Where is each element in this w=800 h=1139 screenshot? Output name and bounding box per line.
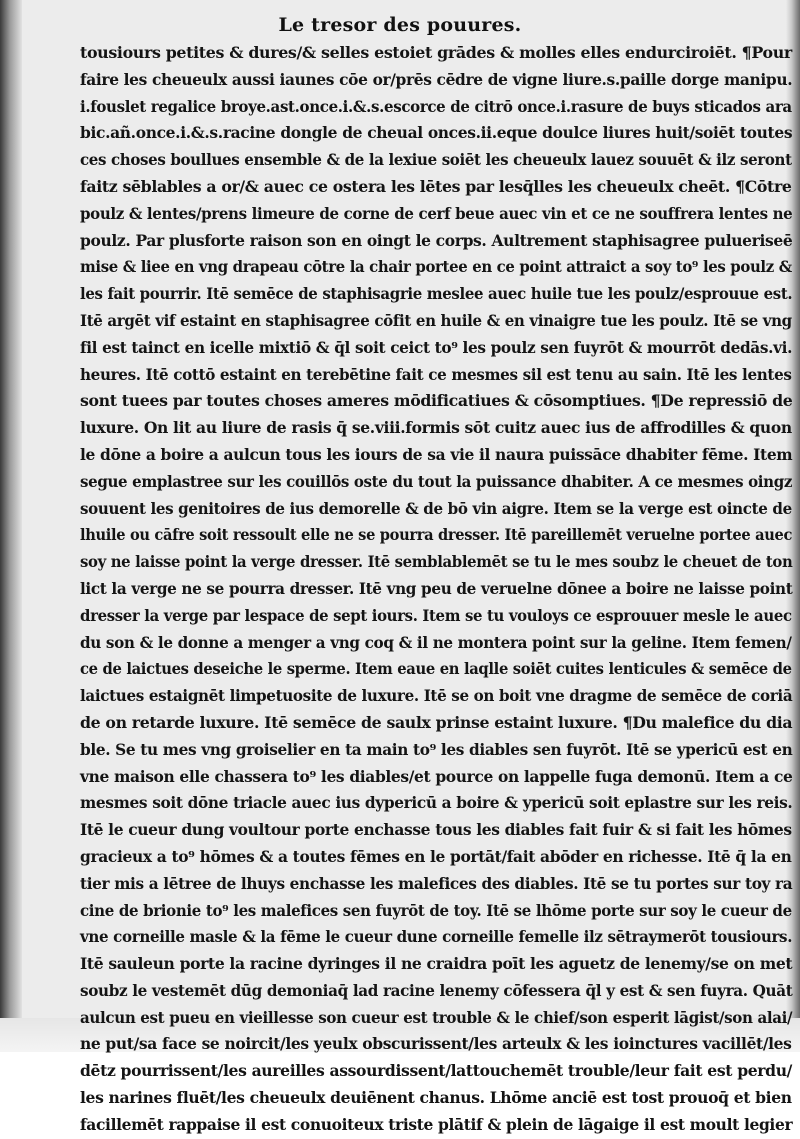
- text-line: de on retarde luxure. Itē semēce de saulx prinse estaint luxure. ¶Du malefice du dia: [80, 713, 793, 732]
- text-line: tier mis a lētree de lhuys enchasse les malefices des diables. Itē se tu portes sur toy ra: [80, 874, 793, 893]
- text-line: i.fouslet regalice broye.ast.once.i.&.s.escorce de citrō once.i.rasure de buys sticados ara: [80, 97, 792, 116]
- text-line: dētz pourrissent/les aureilles assourdissent/lattouchemēt trouble/leur fait est perdu/: [80, 1062, 793, 1081]
- text-line: laictues estaignēt limpetuosite de luxure. Itē se on boit vne dragme de semēce de coriā: [80, 687, 793, 706]
- text-line: gracieux a to⁹ hōmes & a toutes fēmes en le portāt/fait abōder en richesse. Itē q̄ la en: [80, 847, 792, 866]
- page-left-shadow: [0, 0, 22, 1052]
- text-line: aulcun est pueu en vieillesse son cueur est trouble & le chief/son esperit lāgist/son alai/: [80, 1008, 793, 1027]
- text-line: les fait pourrir. Itē semēce de staphisagrie meslee auec huile tue les poulz/esprouue est.: [80, 285, 793, 304]
- body-text-block: [80, 40, 792, 1139]
- text-line: segue emplastree sur les couillōs oste du tout la puissance dhabiter. A ce mesmes oingz: [80, 472, 793, 491]
- text-line: ne put/sa face se noircit/les yeulx obscurissent/les arteulx & les ioinctures vacillēt/les: [80, 1035, 792, 1054]
- text-line: poulz & lentes/prens limeure de corne de cerf beue auec vin et ce ne souffrera lentes ne: [80, 204, 793, 223]
- running-head: Le tresor des pouures.: [278, 14, 522, 36]
- text-line: dresser la verge par lespace de sept iours. Item se tu vouloys ce esprouuer mesle le auec: [80, 606, 792, 625]
- text-line: lict la verge ne se pourra dresser. Itē vng peu de veruelne dōnee a boire ne laisse point: [80, 579, 793, 598]
- text-line: lhuile ou cāfre soit ressoult elle ne se pourra dresser. Itē pareillemēt veruelne portee auec: [80, 526, 793, 545]
- text-line: ces choses boullues ensemble & de la lexiue soiēt les cheueulx lauez souuēt & ilz seront: [80, 151, 792, 170]
- text-line: Itē le cueur dung voultour porte enchasse tous les diables fait fuir & si fait les hōmes: [80, 821, 792, 840]
- text-line: ble. Se tu mes vng groiselier en ta main to⁹ les diables sen fuyrōt. Itē se ypericū est en: [80, 740, 793, 759]
- text-line: facillemēt rappaise il est conuoiteux triste plātif & plein de lāgaige il est moult legier: [80, 1115, 793, 1134]
- text-line: bic.añ.once.i.&.s.racine dongle de cheual onces.ii.eque doulce liures huit/soiēt toutes: [80, 124, 793, 143]
- text-line: Itē sauleun porte la racine dyringes il ne craidra poīt les aguetz de lenemy/se on met: [80, 955, 793, 974]
- text-line: poulz. Par plusforte raison son en oingt le corps. Aultrement staphisagree pulueriseē: [80, 231, 793, 250]
- text-line: vne corneille masle & la fēme le cueur dune corneille femelle ilz sētraymerōt tousiours.: [80, 928, 793, 947]
- text-line: le dōne a boire a aulcun tous les iours de sa vie il naura puissāce dhabiter fēme. Item: [80, 445, 793, 464]
- text-line: sont tuees par toutes choses ameres mōdificatiues & cōsomptiues. ¶De repressiō de: [80, 392, 793, 411]
- text-line: mesmes soit dōne triacle auec ius dypericū a boire & ypericū soit eplastre sur les reis.: [80, 794, 793, 813]
- text-line: heures. Itē cottō estaint en terebētine fait ce mesmes sil est tenu au sain. Itē les lentes: [80, 365, 792, 384]
- text-line: ce de laictues deseiche le sperme. Item eaue en laqlle soiēt cuites lenticules & semēce de: [80, 660, 792, 679]
- text-line: soubz le vestemēt dūg demoniaq̄ lad racine lenemy cōfessera q̄l y est & sen fuyra. Quāt: [80, 981, 793, 1000]
- text-line: les narines fluēt/les cheueulx deuiēnent chanus. Lhōme anciē est tost prouoq̄ et bien: [80, 1089, 792, 1108]
- text-line: Itē argēt vif estaint en staphisagree cōfit en huile & en vinaigre tue les poulz. Itē se vng: [80, 311, 792, 330]
- text-line: luxure. On lit au liure de rasis q̄ se.viii.formis sōt cuitz auec ius de affrodilles & quon: [80, 419, 792, 438]
- text-line: faitz sēblables a or/& auec ce ostera les lētes par lesq̄lles les cheueulx cheēt. ¶Cōtre: [80, 177, 792, 196]
- text-line: cine de brionie to⁹ les malefices sen fuyrōt de toy. Itē se lhōme porte sur soy le cueur de: [80, 901, 792, 920]
- text-line: souuent les genitoires de ius demorelle & de bō vin aigre. Item se la verge est oincte de: [80, 499, 792, 518]
- text-line: du son & le donne a menger a vng coq & il ne montera point sur la geline. Item femen/: [80, 633, 792, 652]
- text-line: mise & liee en vng drapeau cōtre la chair portee en ce point attraict a soy to⁹ les poulz &: [80, 258, 792, 277]
- text-line: fil est tainct en icelle mixtiō & q̄l soit ceict to⁹ les poulz sen fuyrōt & mourrōt dedās.vi.: [80, 338, 793, 357]
- text-line: soy ne laisse point la verge dresser. Itē semblablemēt se tu le mes soubz le cheuet de ton: [80, 553, 793, 572]
- text-line: tousiours petites & dures/& selles estoiet grādes & molles elles endurciroiēt. ¶Pour: [80, 44, 792, 62]
- text-line: faire les cheueulx aussi iaunes cōe or/prēs cēdre de vigne liure.s.paille dorge manipu.: [80, 70, 793, 89]
- text-line: vne maison elle chassera to⁹ les diables/et pource on lappelle fuga demonū. Item a ce: [80, 767, 793, 786]
